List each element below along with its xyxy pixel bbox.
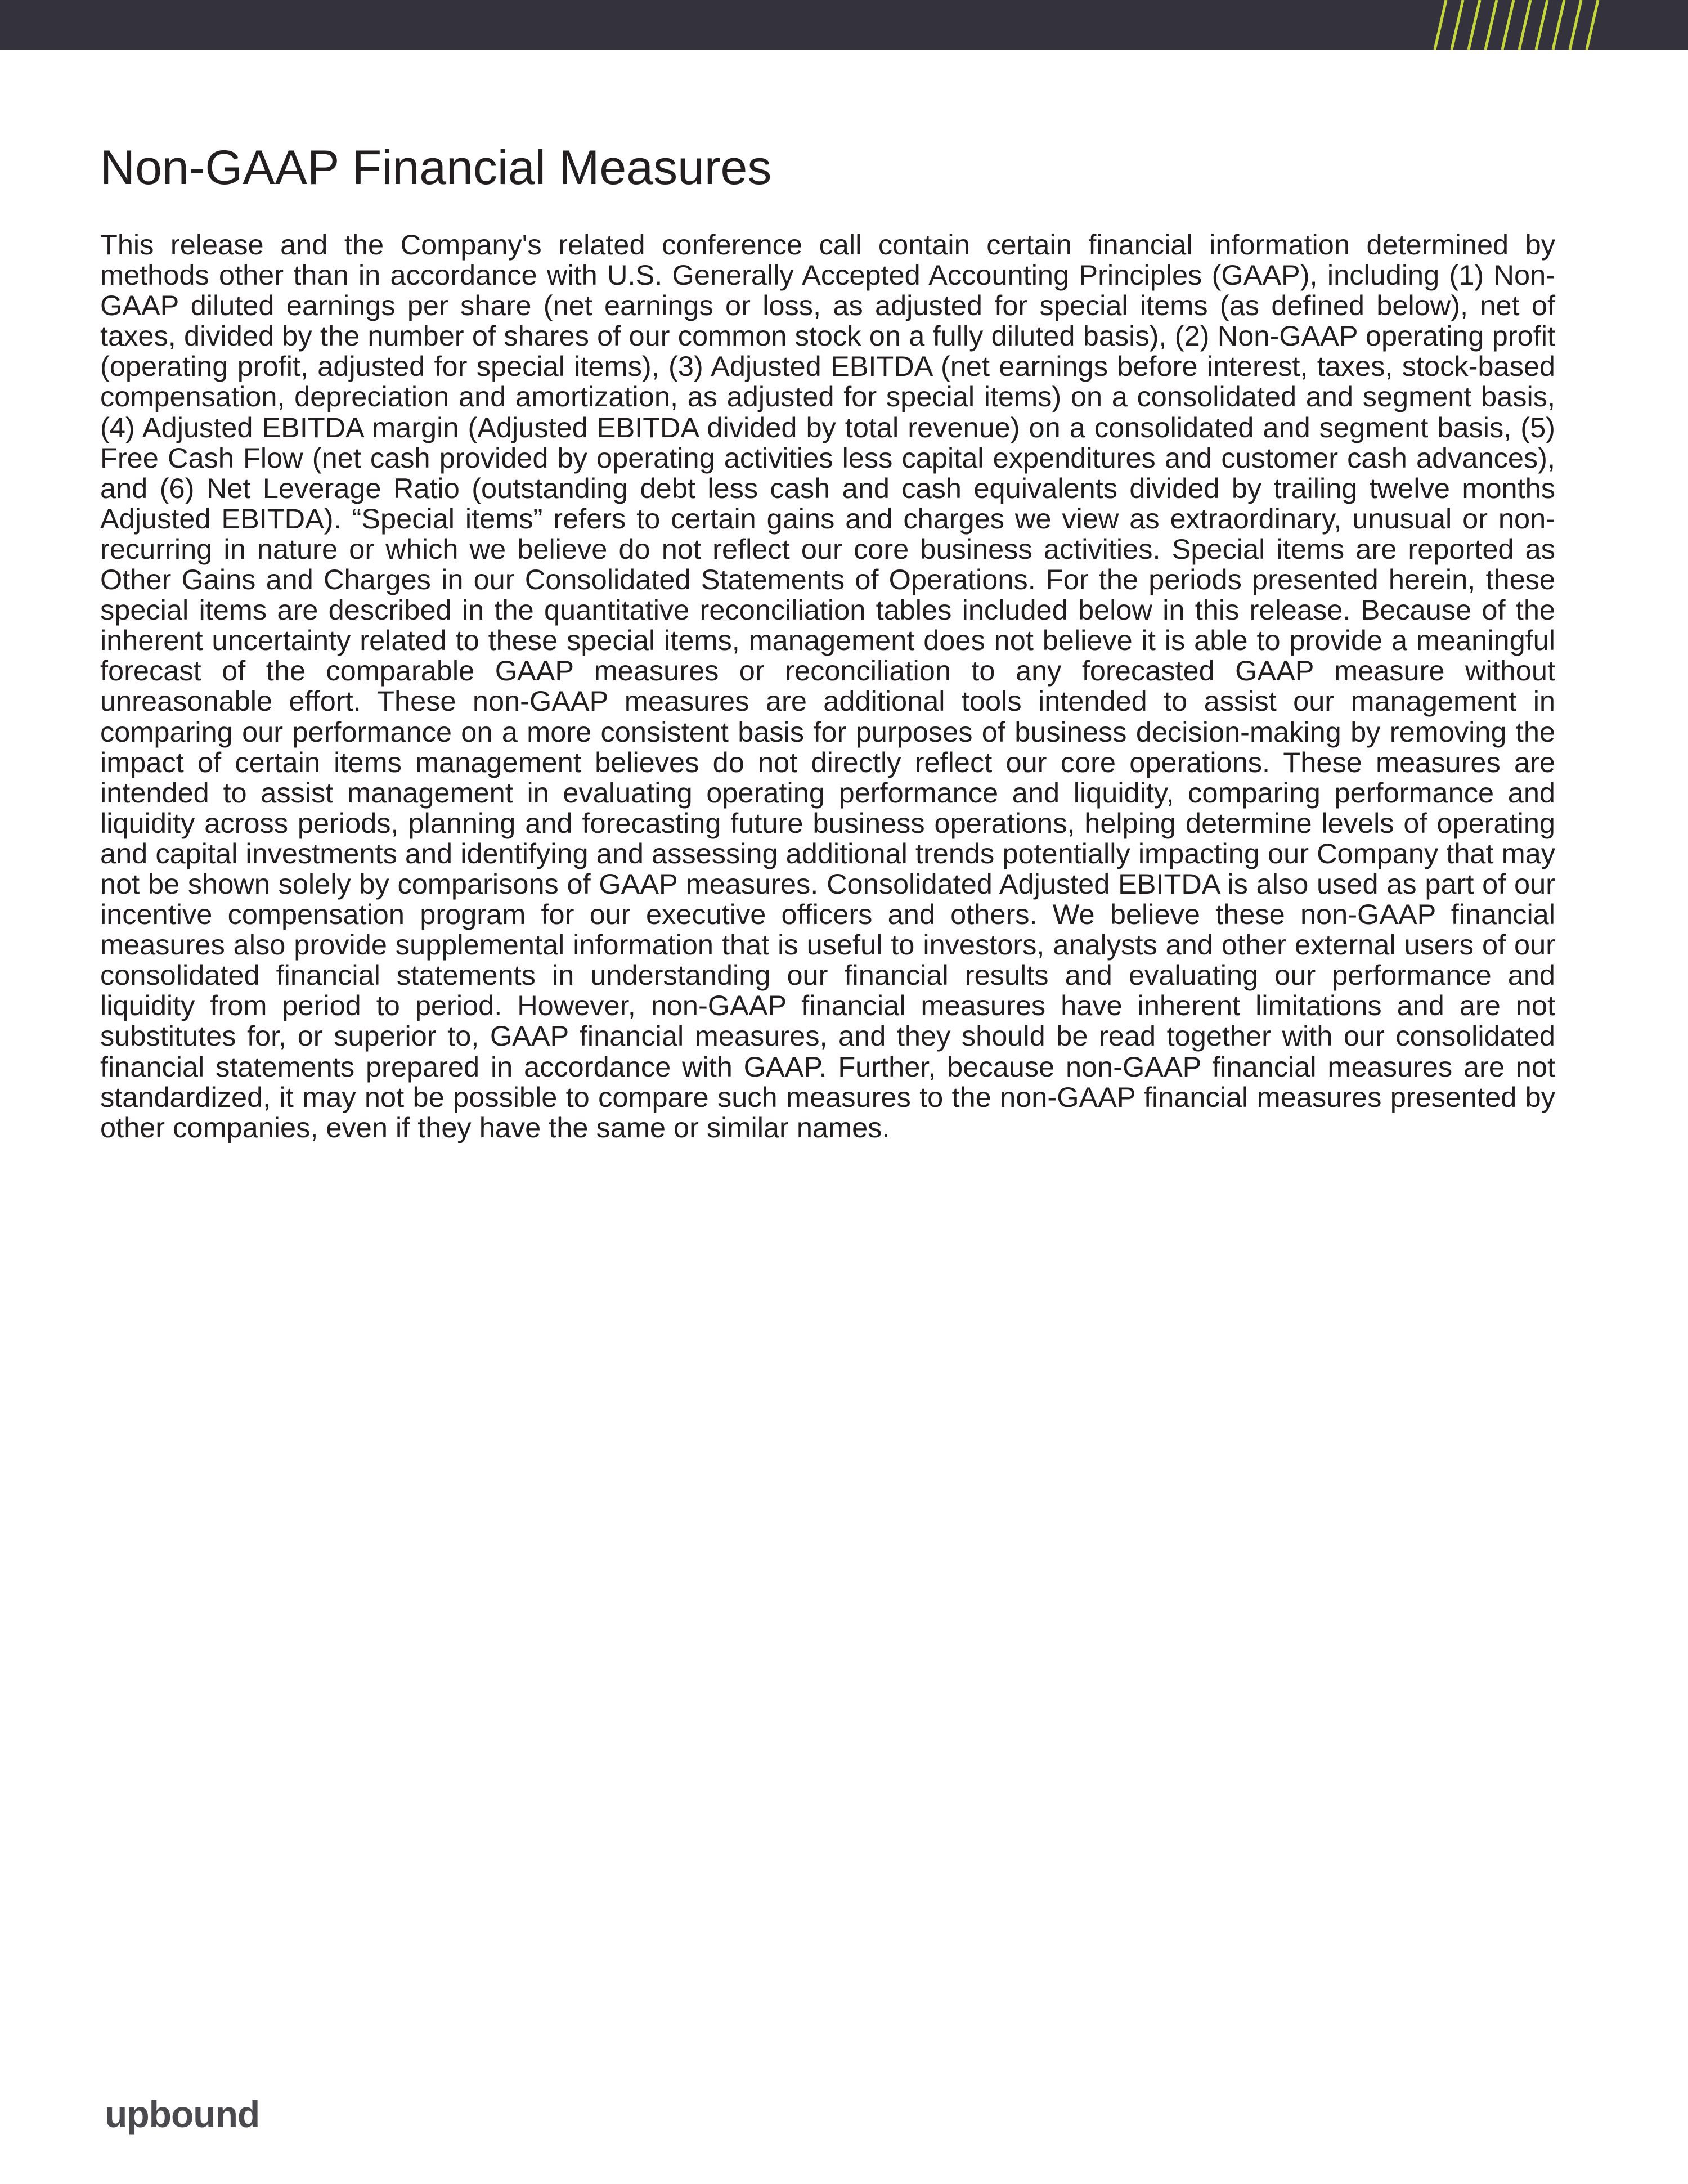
stripe-line [1435,0,1446,50]
body-paragraph: This release and the Company's related conference call contain certain financial information determined by methods other than in accordance with U.S. Generally Accepted Accounting Principles (GAAP), including (1) Non-GAAP diluted earnings per share (net earnings or loss, as adjusted for special items (as defined below), net of taxes, divided by the number of shares of our common stock on a fully diluted basis), (2) Non-GAAP operating profit (operating profit, adjusted for special items), (3) Adjusted EBITDA (net earnings before interest, taxes, stock-based compensation, depreciation and amortization, as adjusted for special items) on a consolidated and segment basis, (4) Adjusted EBITDA margin (Adjusted EBITDA divided by total revenue) on a consolidated and segment basis, (5) Free Cash Flow (net cash provided by operating activities less capital expenditures and customer cash advances), and (6) Net Leverage Ratio (outstanding debt less cash and cash equivalents divided by trailing twelve months Adjusted EBITDA). “Special items” refers to certain gains and charges we view as extraordinary, unusual or non-recurring in nature or which we believe do not reflect our core business activities. Special items are reported as Other Gains and Charges in our Consolidated Statements of Operations. For the periods presented herein, these special items are described in the quantitative reconciliation tables included below in this release. Because of the inherent uncertainty related to these special items, management does not believe it is able to provide a meaningful forecast of the comparable GAAP measures or reconciliation to any forecasted GAAP measure without unreasonable effort. These non-GAAP measures are additional tools intended to assist our management in comparing our performance on a more consistent basis for purposes of business decision-making by removing the impact of certain items management believes do not directly reflect our core operations. These measures are intended to assist management in evaluating operating performance and liquidity, comparing performance and liquidity across periods, planning and forecasting future business operations, helping determine levels of operating and capital investments and identifying and assessing additional trends potentially impacting our Company that may not be shown solely by comparisons of GAAP measures. Consolidated Adjusted EBITDA is also used as part of our incentive compensation program for our executive officers and others. We believe these non-GAAP financial measures also provide supplemental information that is useful to investors, analysts and other external users of our consolidated financial statements in understanding our financial results and evaluating our performance and liquidity from period to period. However, non-GAAP financial measures have inherent limitations and are not substitutes for, or superior to, GAAP financial measures, and they should be read together with our consolidated financial statements prepared in accordance with GAAP. Further, because non-GAAP financial measures are not standardized, it may not be possible to compare such measures to the non-GAAP financial measures presented by other companies, even if they have the same or similar names. [100,228,1555,1143]
stripe-line [1587,0,1598,50]
stripe-line [1469,0,1480,50]
stripe-line [1519,0,1530,50]
stripe-line [1536,0,1547,50]
stripe-line [1485,0,1497,50]
upbound-logo: upbound [105,2093,260,2135]
header-bar [0,0,1688,50]
decorative-stripes-icon [1429,0,1620,50]
page-title: Non-GAAP Financial Measures [100,141,772,195]
stripe-line [1553,0,1564,50]
stripe-line [1502,0,1514,50]
stripe-line [1452,0,1463,50]
stripe-line [1570,0,1581,50]
